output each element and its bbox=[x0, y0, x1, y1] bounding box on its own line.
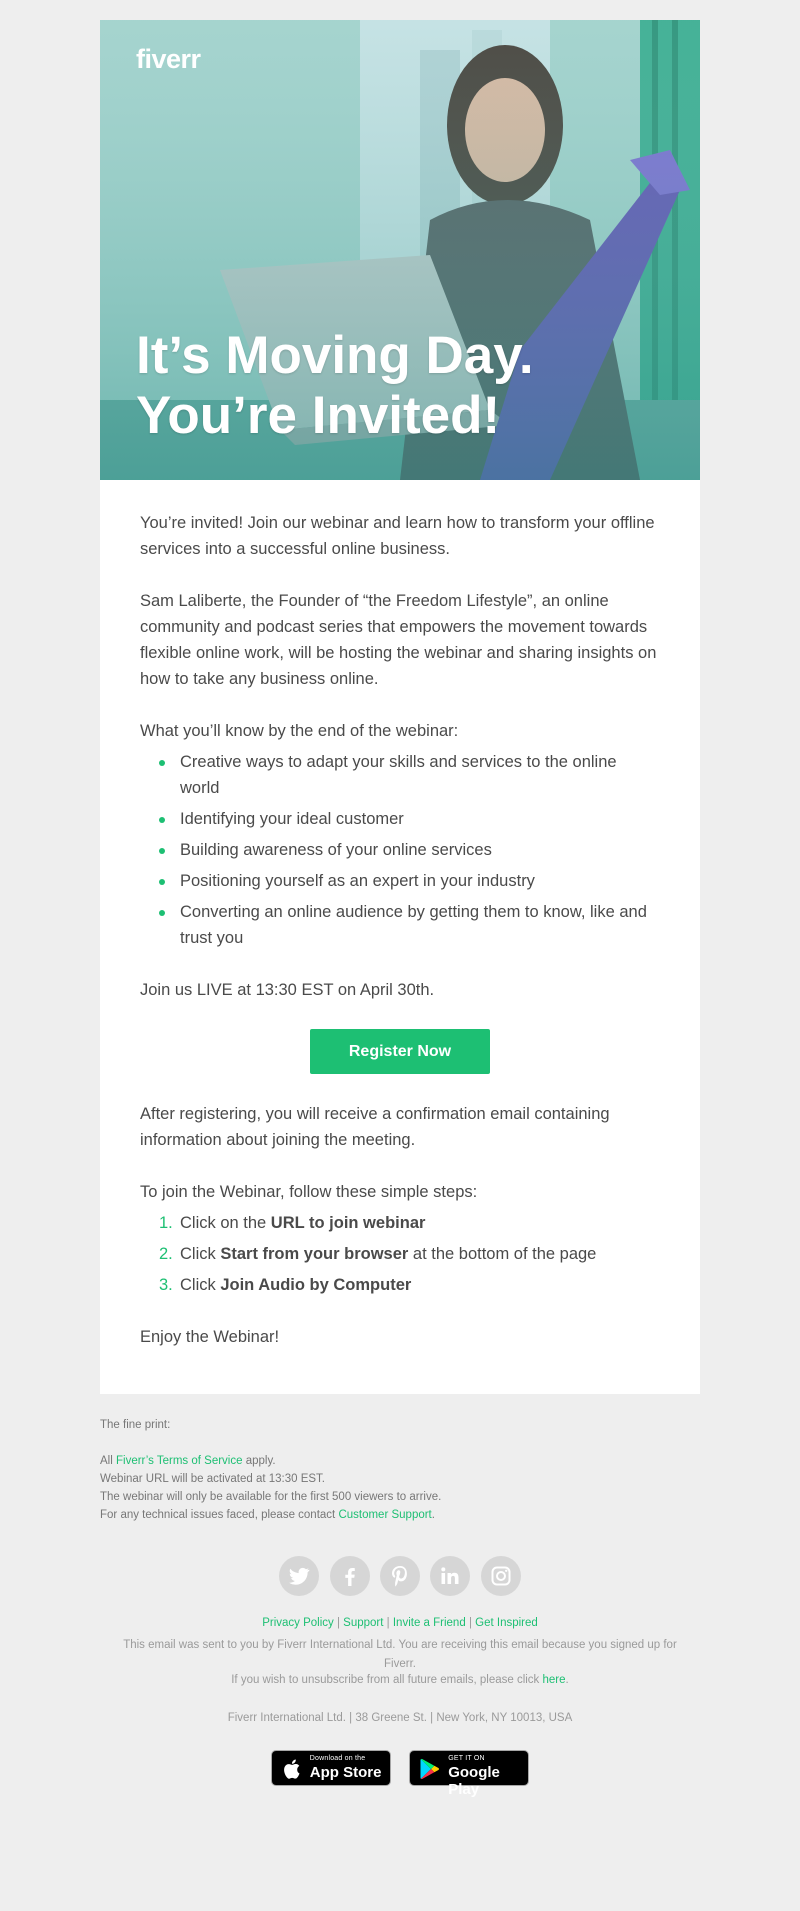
app-store-label: App Store bbox=[309, 1764, 382, 1781]
register-now-button[interactable]: Register Now bbox=[310, 1029, 490, 1074]
list-intro: What you’ll know by the end of the webinar: bbox=[140, 722, 459, 740]
steps-intro: To join the Webinar, follow these simple steps: bbox=[140, 1183, 478, 1201]
google-play-label: Google Play bbox=[448, 1764, 500, 1798]
fiverr-logo[interactable]: fiverr bbox=[136, 44, 201, 74]
tos-text: apply. bbox=[242, 1455, 276, 1467]
unsubscribe-line bbox=[0, 1674, 800, 1686]
step-number: 3. bbox=[159, 1276, 173, 1294]
google-play-badge[interactable] bbox=[409, 1750, 529, 1798]
step-number: 1. bbox=[159, 1214, 173, 1232]
register-button-wrap bbox=[140, 1029, 660, 1075]
fine-print bbox=[100, 1416, 700, 1524]
company-address: Fiverr International Ltd. | 38 Greene St. | New York, NY 10013, USA bbox=[227, 1712, 573, 1724]
hero-banner bbox=[100, 20, 700, 480]
instagram-icon[interactable] bbox=[481, 1556, 521, 1596]
sent-notice: This email was sent to you by Fiverr International Ltd. You are receiving this email because you signed up for Fiverr. bbox=[123, 1639, 677, 1670]
separator: | bbox=[468, 1617, 472, 1629]
step-text: Click bbox=[180, 1276, 221, 1294]
headline-line-1: It’s Moving Day. bbox=[136, 326, 534, 385]
app-store-badges bbox=[0, 1750, 800, 1798]
step-number: 2. bbox=[159, 1245, 173, 1263]
list-item: Identifying your ideal customer bbox=[180, 806, 660, 832]
separator: | bbox=[336, 1617, 340, 1629]
email-body-card bbox=[100, 480, 700, 1394]
support-text: For any technical issues faced, please contact bbox=[100, 1509, 339, 1521]
google-play-small-text: GET IT ON bbox=[448, 1755, 485, 1762]
benefits-list bbox=[140, 749, 660, 951]
unsubscribe-text: . bbox=[565, 1674, 569, 1686]
step-text: Click on the bbox=[180, 1214, 271, 1232]
join-live-text: Join us LIVE at 13:30 EST on April 30th. bbox=[140, 981, 435, 999]
app-store-small-text: Download on the bbox=[309, 1755, 366, 1762]
host-paragraph: Sam Laliberte, the Founder of “the Freedom Lifestyle”, an online community and podcast series that empowers the movement towards flexible online work, will be hosting the webinar and sharing insights on how to take any business online. bbox=[140, 592, 657, 688]
tos-text: All bbox=[100, 1455, 116, 1467]
after-register-text: After registering, you will receive a confirmation email containing information about joining the meeting. bbox=[140, 1105, 610, 1149]
support-line bbox=[100, 1506, 700, 1524]
customer-support-link[interactable]: Customer Support bbox=[338, 1509, 432, 1521]
list-item: Positioning yourself as an expert in your industry bbox=[180, 868, 660, 894]
support-text: . bbox=[431, 1509, 435, 1521]
linkedin-icon[interactable] bbox=[430, 1556, 470, 1596]
step-bold-text: URL to join webinar bbox=[270, 1214, 426, 1232]
footer-links bbox=[0, 1617, 800, 1629]
privacy-policy-link[interactable]: Privacy Policy bbox=[262, 1617, 334, 1629]
get-inspired-link[interactable]: Get Inspired bbox=[475, 1617, 538, 1629]
unsubscribe-text: If you wish to unsubscribe from all future emails, please click bbox=[231, 1674, 543, 1686]
step-bold-text: Join Audio by Computer bbox=[220, 1276, 412, 1294]
list-item: Creative ways to adapt your skills and services to the online world bbox=[180, 749, 660, 801]
pinterest-icon[interactable] bbox=[380, 1556, 420, 1596]
enjoy-text: Enjoy the Webinar! bbox=[140, 1328, 280, 1346]
hero-headline bbox=[136, 326, 596, 446]
unsubscribe-link[interactable]: here bbox=[542, 1674, 566, 1686]
facebook-icon[interactable] bbox=[330, 1556, 370, 1596]
steps-list bbox=[140, 1210, 660, 1298]
twitter-icon[interactable] bbox=[279, 1556, 319, 1596]
intro-paragraph: You’re invited! Join our webinar and learn how to transform your offline services into a successful online business. bbox=[140, 514, 655, 558]
list-item: Converting an online audience by getting them to know, like and trust you bbox=[180, 899, 660, 951]
app-store-badge[interactable] bbox=[271, 1750, 391, 1786]
social-icons bbox=[0, 1556, 800, 1596]
list-item: Building awareness of your online services bbox=[180, 837, 660, 863]
tos-line bbox=[100, 1452, 700, 1470]
step-item bbox=[159, 1272, 660, 1298]
step-item bbox=[159, 1210, 660, 1236]
fine-print-line: The webinar will only be available for the first 500 viewers to arrive. bbox=[100, 1491, 442, 1503]
apple-icon bbox=[282, 1758, 302, 1780]
support-link[interactable]: Support bbox=[343, 1617, 384, 1629]
terms-of-service-link[interactable]: Fiverr’s Terms of Service bbox=[115, 1455, 243, 1467]
email-content bbox=[140, 510, 660, 1350]
google-play-icon bbox=[420, 1758, 440, 1780]
separator: | bbox=[386, 1617, 390, 1629]
step-bold-text: Start from your browser bbox=[220, 1245, 409, 1263]
headline-line-2: You’re Invited! bbox=[136, 386, 501, 445]
fine-print-line: Webinar URL will be activated at 13:30 EST. bbox=[100, 1473, 326, 1485]
invite-friend-link[interactable]: Invite a Friend bbox=[392, 1617, 466, 1629]
step-text: Click bbox=[180, 1245, 221, 1263]
fine-print-title: The fine print: bbox=[100, 1419, 171, 1431]
step-text: at the bottom of the page bbox=[408, 1245, 597, 1263]
step-item bbox=[159, 1241, 660, 1267]
